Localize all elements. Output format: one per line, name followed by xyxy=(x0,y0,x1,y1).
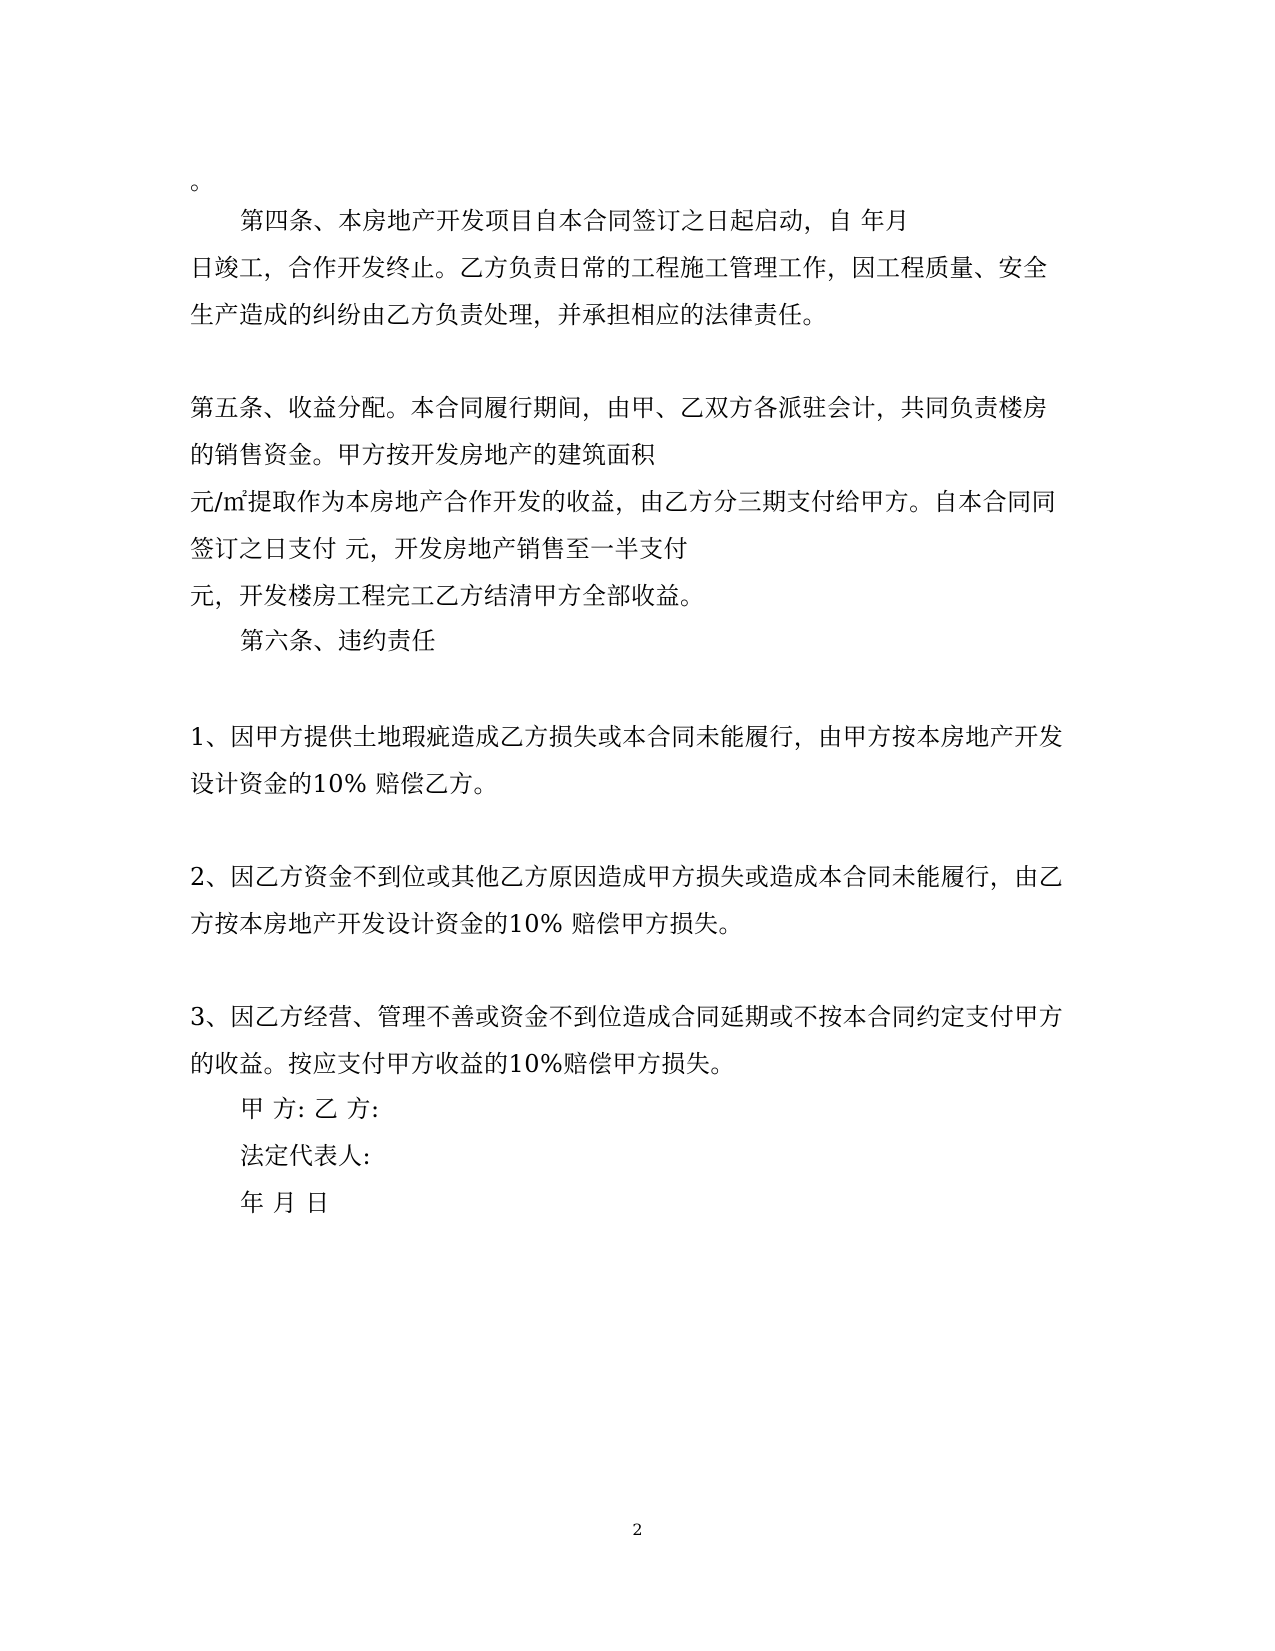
text-line: 的收益。按应支付甲方收益的10%赔偿甲方损失。 xyxy=(190,1050,735,1078)
signature-parties: 甲 方: 乙 方: xyxy=(240,1095,380,1123)
text-line: 第五条、收益分配。本合同履行期间，由甲、乙双方各派驻会计，共同负责楼房 xyxy=(190,394,1048,422)
text-line: 元/㎡提取作为本房地产合作开发的收益，由乙方分三期支付给甲方。自本合同同 xyxy=(190,488,1057,516)
text-line: 第四条、本房地产开发项目自本合同签订之日起启动，自 年月 xyxy=(240,207,910,235)
page-number: 2 xyxy=(632,1520,643,1539)
text-line: 元，开发楼房工程完工乙方结清甲方全部收益。 xyxy=(190,582,705,610)
legal-representative-label: 法定代表人: xyxy=(240,1142,372,1170)
text-line: 。 xyxy=(190,167,215,195)
text-line: 的销售资金。甲方按开发房地产的建筑面积 xyxy=(190,441,656,469)
text-line: 生产造成的纠纷由乙方负责处理，并承担相应的法律责任。 xyxy=(190,301,827,329)
text-line: 设计资金的10% 赔偿乙方。 xyxy=(190,770,498,798)
text-line: 日竣工，合作开发终止。乙方负责日常的工程施工管理工作，因工程质量、安全 xyxy=(190,254,1048,282)
date-label: 年 月 日 xyxy=(240,1189,330,1217)
text-line: 方按本房地产开发设计资金的10% 赔偿甲方损失。 xyxy=(190,910,743,938)
text-line: 1、因甲方提供土地瑕疵造成乙方损失或本合同未能履行，由甲方按本房地产开发 xyxy=(190,723,1064,751)
text-line: 2、因乙方资金不到位或其他乙方原因造成甲方损失或造成本合同未能履行，由乙 xyxy=(190,863,1064,891)
section-heading: 第六条、违约责任 xyxy=(240,627,436,655)
text-line: 3、因乙方经营、管理不善或资金不到位造成合同延期或不按本合同约定支付甲方 xyxy=(190,1003,1064,1031)
text-line: 签订之日支付 元，开发房地产销售至一半支付 xyxy=(190,535,689,563)
